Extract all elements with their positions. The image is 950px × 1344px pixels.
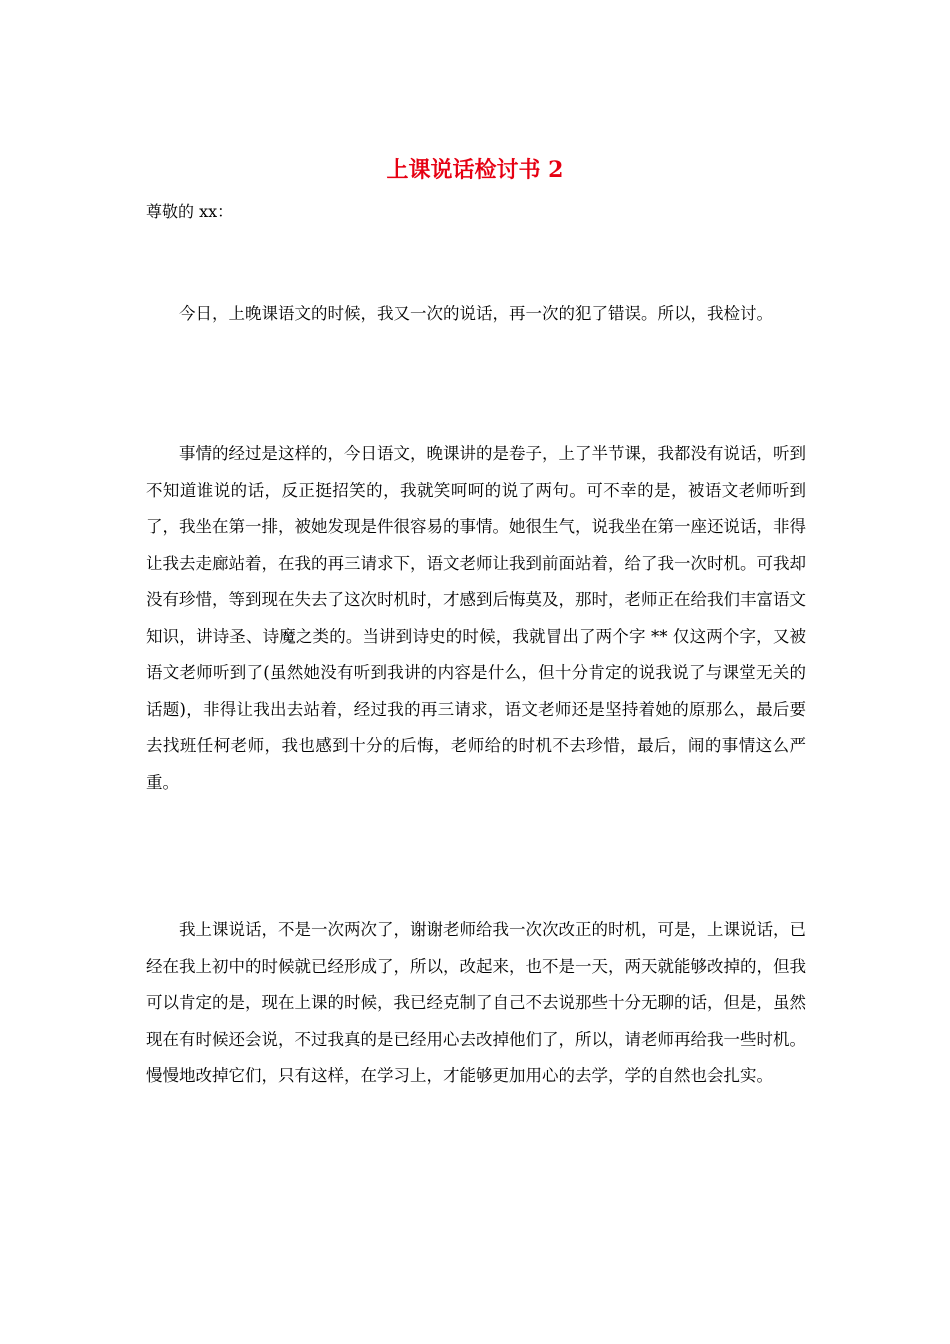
paragraph-2: 事情的经过是这样的，今日语文，晚课讲的是卷子，上了半节课，我都没有说话，听到不知道谁说的话，反正挺招笑的，我就笑呵呵的说了两句。可不幸的是，被语文老师听到了，我坐在第一排，被她发现是件很容易的事情。她很生气，说我坐在第一座还说话，非得让我去走廊站着，在我的再三请求下，语文老师让我到前面站着，给了我一次时机。可我却没有珍惜，等到现在失去了这次时机时，才感到后悔莫及，那时，老师正在给我们丰富语文知识，讲诗圣、诗魔之类的。当讲到诗史的时候，我就冒出了两个字 ** 仅这两个字，又被语文老师听到了(虽然她没有听到我讲的内容是什么，但十分肯定的说我说了与课堂无关的话题)，非得让我出去站着，经过我的再三请求，语文老师还是坚持着她的原那么，最后要去找班任柯老师，我也感到十分的后悔，老师给的时机不去珍惜，最后，闹的事情这么严重。 xyxy=(146,444,806,792)
paragraph-1: 今日，上晚课语文的时候，我又一次的说话，再一次的犯了错误。所以，我检讨。 xyxy=(179,304,773,323)
salutation: 尊敬的 xx： xyxy=(146,202,234,221)
paragraph-3: 我上课说话，不是一次两次了，谢谢老师给我一次次改正的时机，可是，上课说话，已经在我上初中的时候就已经形成了，所以，改起来，也不是一天，两天就能够改掉的，但我可以肯定的是，现在上课的时候，我已经克制了自己不去说那些十分无聊的话，但是，虽然现在有时候还会说，不过我真的是已经用心去改掉他们了，所以，请老师再给我一些时机。慢慢地改掉它们，只有这样，在学习上，才能够更加用心的去学，学的自然也会扎实。 xyxy=(146,920,806,1085)
document-title: 上课说话检讨书 2 xyxy=(386,157,564,183)
